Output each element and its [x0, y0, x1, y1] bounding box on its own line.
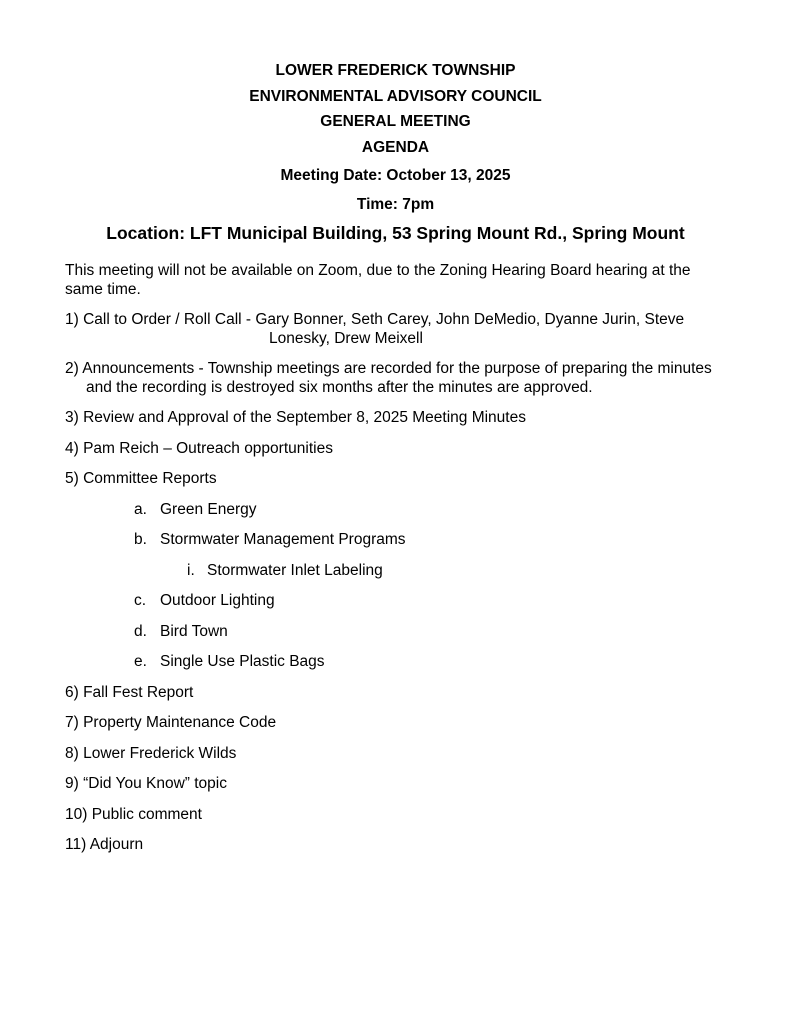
list-marker: b.: [134, 531, 147, 548]
list-item-text: Outdoor Lighting: [160, 592, 275, 609]
list-marker: d.: [134, 622, 147, 640]
agenda-line: 6) Fall Fest Report: [65, 683, 194, 701]
agenda-line: 7) Property Maintenance Code: [65, 714, 277, 731]
agenda-item: [65, 562, 726, 581]
agenda-item: [65, 440, 726, 459]
agenda-item: [65, 623, 726, 642]
list-item-text: Stormwater Inlet Labeling: [207, 561, 383, 579]
agenda-line: 10) Public comment: [65, 805, 202, 823]
agenda-item: [65, 745, 726, 764]
agenda-item: [65, 470, 726, 489]
meeting-time: Time: 7pm: [356, 195, 435, 213]
agenda-line: 8) Lower Frederick Wilds: [65, 744, 237, 762]
list-marker: i.: [187, 561, 195, 579]
agenda-item: [65, 531, 726, 550]
agenda-line: 2) Announcements - Township meetings are recorded for the purpose of preparing the minutes: [65, 360, 712, 377]
agenda-item: [65, 501, 726, 520]
title-agenda: AGENDA: [361, 138, 430, 156]
document-header: [65, 58, 726, 248]
agenda-line: 5) Committee Reports: [65, 470, 217, 487]
list-item-text: Green Energy: [160, 500, 257, 518]
agenda-line: 9) “Did You Know” topic: [65, 775, 227, 792]
agenda-line: Lonesky, Drew Meixell: [269, 329, 423, 347]
meeting-location: Location: LFT Municipal Building, 53 Spring Mount Rd., Spring Mount: [106, 223, 685, 243]
agenda-line: 3) Review and Approval of the September 8, 2025 Meeting Minutes: [65, 409, 526, 426]
title-township: LOWER FREDERICK TOWNSHIP: [275, 62, 516, 79]
title-meeting-type: GENERAL MEETING: [320, 113, 471, 130]
list-marker: a.: [134, 500, 147, 518]
agenda-item: [65, 775, 726, 794]
list-marker: c.: [134, 592, 147, 609]
list-item-text: Stormwater Management Programs: [160, 531, 406, 548]
list-marker: e.: [134, 653, 147, 670]
agenda-item: [65, 806, 726, 825]
zoom-notice-line: This meeting will not be available on Zoom, due to the Zoning Hearing Board hearing at the: [65, 262, 691, 279]
agenda-item: [65, 360, 726, 397]
agenda-item: [65, 311, 726, 348]
meeting-date: Meeting Date: October 13, 2025: [280, 167, 511, 184]
agenda-item: [65, 836, 726, 855]
agenda-item: [65, 684, 726, 703]
agenda-list: [65, 311, 726, 855]
list-item-text: Single Use Plastic Bags: [160, 653, 325, 670]
agenda-line: 4) Pam Reich – Outreach opportunities: [65, 439, 333, 457]
agenda-item: [65, 592, 726, 611]
list-item-text: Bird Town: [160, 622, 228, 640]
zoom-notice-line: same time.: [65, 280, 141, 298]
title-council: ENVIRONMENTAL ADVISORY COUNCIL: [249, 87, 542, 105]
agenda-item: [65, 653, 726, 672]
agenda-line: 11) Adjourn: [65, 836, 144, 853]
agenda-line: and the recording is destroyed six months after the minutes are approved.: [86, 378, 593, 396]
agenda-item: [65, 409, 726, 428]
agenda-line: 1) Call to Order / Roll Call - Gary Bonner, Seth Carey, John DeMedio, Dyanne Jurin, Steve: [65, 311, 685, 328]
zoom-notice-paragraph: [65, 262, 726, 299]
agenda-item: [65, 714, 726, 733]
